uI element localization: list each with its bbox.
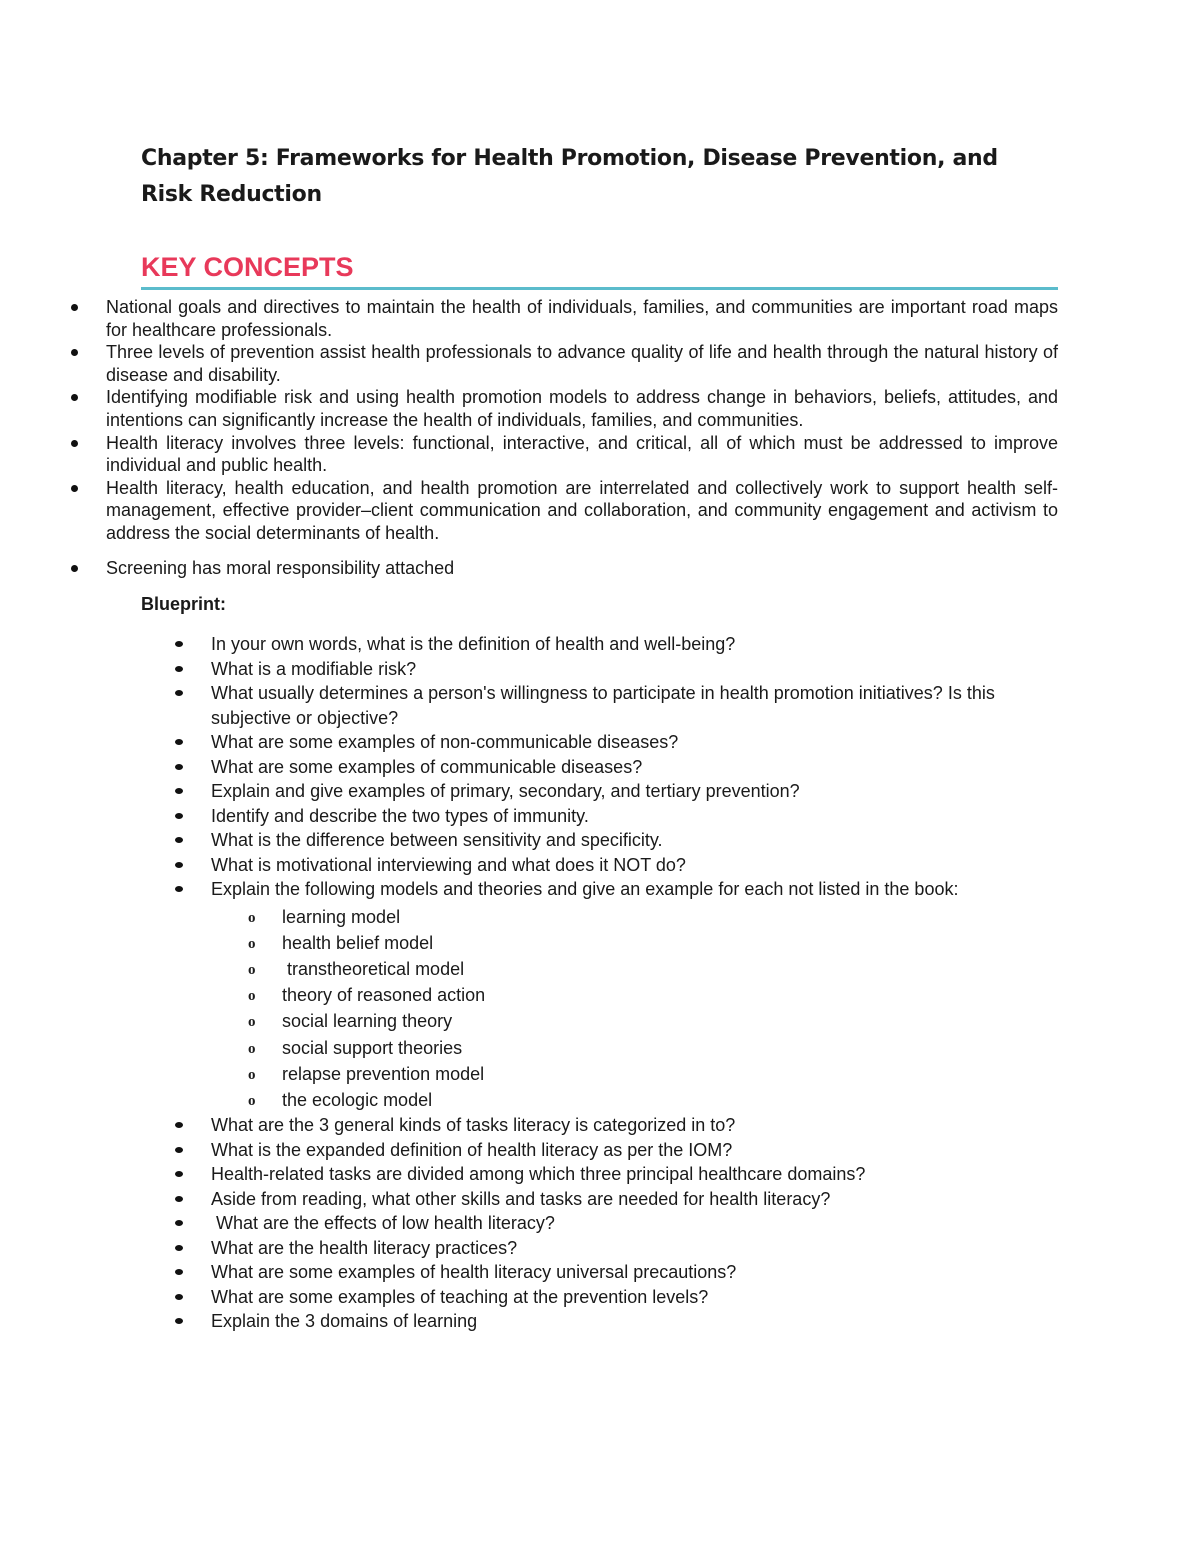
question-item: Explain the following models and theories and give an example for each not listed in the book: o learning model o health belief model o transtheoretical model o theory of reasoned action o social learning theory o social support theories o relapse prevention model o the ecologic model bbox=[211, 877, 1061, 1113]
sub-bullet-icon: o bbox=[248, 1014, 256, 1031]
bullet-icon bbox=[71, 349, 78, 356]
question-item: What are some examples of non-communicable diseases? bbox=[211, 730, 1061, 755]
bullet-icon bbox=[71, 440, 78, 447]
blueprint-question-list bbox=[211, 632, 1061, 1334]
sub-bullet-icon: o bbox=[248, 961, 256, 978]
bullet-icon bbox=[71, 304, 78, 311]
sub-bullet-icon: o bbox=[248, 935, 256, 952]
heading-underline bbox=[141, 287, 1058, 290]
bullet-icon bbox=[175, 1269, 183, 1275]
blueprint-label: Blueprint: bbox=[141, 594, 226, 614]
question-item: What is the difference between sensitivity and specificity. bbox=[211, 828, 1061, 853]
bullet-icon bbox=[175, 813, 183, 819]
bullet-icon bbox=[175, 1196, 183, 1202]
bullet-icon bbox=[175, 1294, 183, 1300]
bullet-icon bbox=[175, 1171, 183, 1177]
bullet-icon bbox=[71, 565, 78, 572]
list-item: Identifying modifiable risk and using health promotion models to address change in behaviors, beliefs, attitudes, and intentions can significantly increase the health of individuals, families, and communities. bbox=[106, 386, 1058, 431]
bullet-icon bbox=[175, 1220, 183, 1226]
question-item: What usually determines a person's willingness to participate in health promotion initiatives? Is this subjective or objective? bbox=[211, 681, 1061, 730]
bullet-icon bbox=[175, 1122, 183, 1128]
bullet-icon bbox=[175, 788, 183, 794]
list-item: Three levels of prevention assist health professionals to advance quality of life and health through the natural history of disease and disability. bbox=[106, 341, 1058, 386]
models-list bbox=[211, 904, 1061, 1114]
bullet-icon bbox=[175, 690, 183, 696]
model-item: o learning model bbox=[282, 904, 1061, 930]
chapter-title: Chapter 5: Frameworks for Health Promotion, Disease Prevention, and Risk Reduction bbox=[141, 146, 998, 207]
bullet-icon bbox=[175, 1147, 183, 1153]
model-item: o health belief model bbox=[282, 930, 1061, 956]
question-item: What is a modifiable risk? bbox=[211, 657, 1061, 682]
list-item: Screening has moral responsibility attached bbox=[106, 557, 1058, 580]
bullet-icon bbox=[175, 764, 183, 770]
sub-bullet-icon: o bbox=[248, 988, 256, 1005]
sub-bullet-icon: o bbox=[248, 1066, 256, 1083]
model-item: o social learning theory bbox=[282, 1008, 1061, 1034]
model-item: o the ecologic model bbox=[282, 1087, 1061, 1113]
model-item: o transtheoretical model bbox=[282, 956, 1061, 982]
key-concepts-heading: KEY CONCEPTS bbox=[141, 252, 354, 282]
bullet-icon bbox=[175, 1245, 183, 1251]
question-item: What are the health literacy practices? bbox=[211, 1236, 1061, 1261]
question-item: Identify and describe the two types of immunity. bbox=[211, 804, 1061, 829]
sub-bullet-icon: o bbox=[248, 1040, 256, 1057]
bullet-icon bbox=[175, 666, 183, 672]
bullet-icon bbox=[175, 739, 183, 745]
list-item: Health literacy involves three levels: functional, interactive, and critical, all of which must be addressed to improve individual and public health. bbox=[106, 432, 1058, 477]
question-item: What are some examples of communicable diseases? bbox=[211, 755, 1061, 780]
question-item: What are some examples of health literacy universal precautions? bbox=[211, 1260, 1061, 1285]
question-item: Explain the 3 domains of learning bbox=[211, 1309, 1061, 1334]
model-item: o social support theories bbox=[282, 1035, 1061, 1061]
bullet-icon bbox=[175, 886, 183, 892]
sub-bullet-icon: o bbox=[248, 1092, 256, 1109]
question-item: Explain and give examples of primary, secondary, and tertiary prevention? bbox=[211, 779, 1061, 804]
question-item: What are some examples of teaching at the prevention levels? bbox=[211, 1285, 1061, 1310]
list-item: National goals and directives to maintain the health of individuals, families, and communities are important road maps for healthcare professionals. bbox=[106, 296, 1058, 341]
question-item: In your own words, what is the definition of health and well-being? bbox=[211, 632, 1061, 657]
bullet-icon bbox=[175, 837, 183, 843]
bullet-icon bbox=[71, 394, 78, 401]
question-item: Aside from reading, what other skills and tasks are needed for health literacy? bbox=[211, 1187, 1061, 1212]
question-item: What is motivational interviewing and what does it NOT do? bbox=[211, 853, 1061, 878]
list-item: Health literacy, health education, and health promotion are interrelated and collectively work to support health self-management, effective provider–client communication and collaboration, and community engagement and activism to address the social determinants of health. bbox=[106, 477, 1058, 545]
bullet-icon bbox=[175, 1318, 183, 1324]
sub-bullet-icon: o bbox=[248, 909, 256, 926]
bullet-icon bbox=[175, 862, 183, 868]
question-item: Health-related tasks are divided among which three principal healthcare domains? bbox=[211, 1162, 1061, 1187]
question-item: What are the effects of low health literacy? bbox=[211, 1211, 1061, 1236]
question-item: What are the 3 general kinds of tasks literacy is categorized in to? bbox=[211, 1113, 1061, 1138]
bullet-icon bbox=[71, 485, 78, 492]
question-item: What is the expanded definition of health literacy as per the IOM? bbox=[211, 1138, 1061, 1163]
key-concepts-list bbox=[106, 296, 1058, 579]
model-item: o relapse prevention model bbox=[282, 1061, 1061, 1087]
bullet-icon bbox=[175, 641, 183, 647]
model-item: o theory of reasoned action bbox=[282, 982, 1061, 1008]
